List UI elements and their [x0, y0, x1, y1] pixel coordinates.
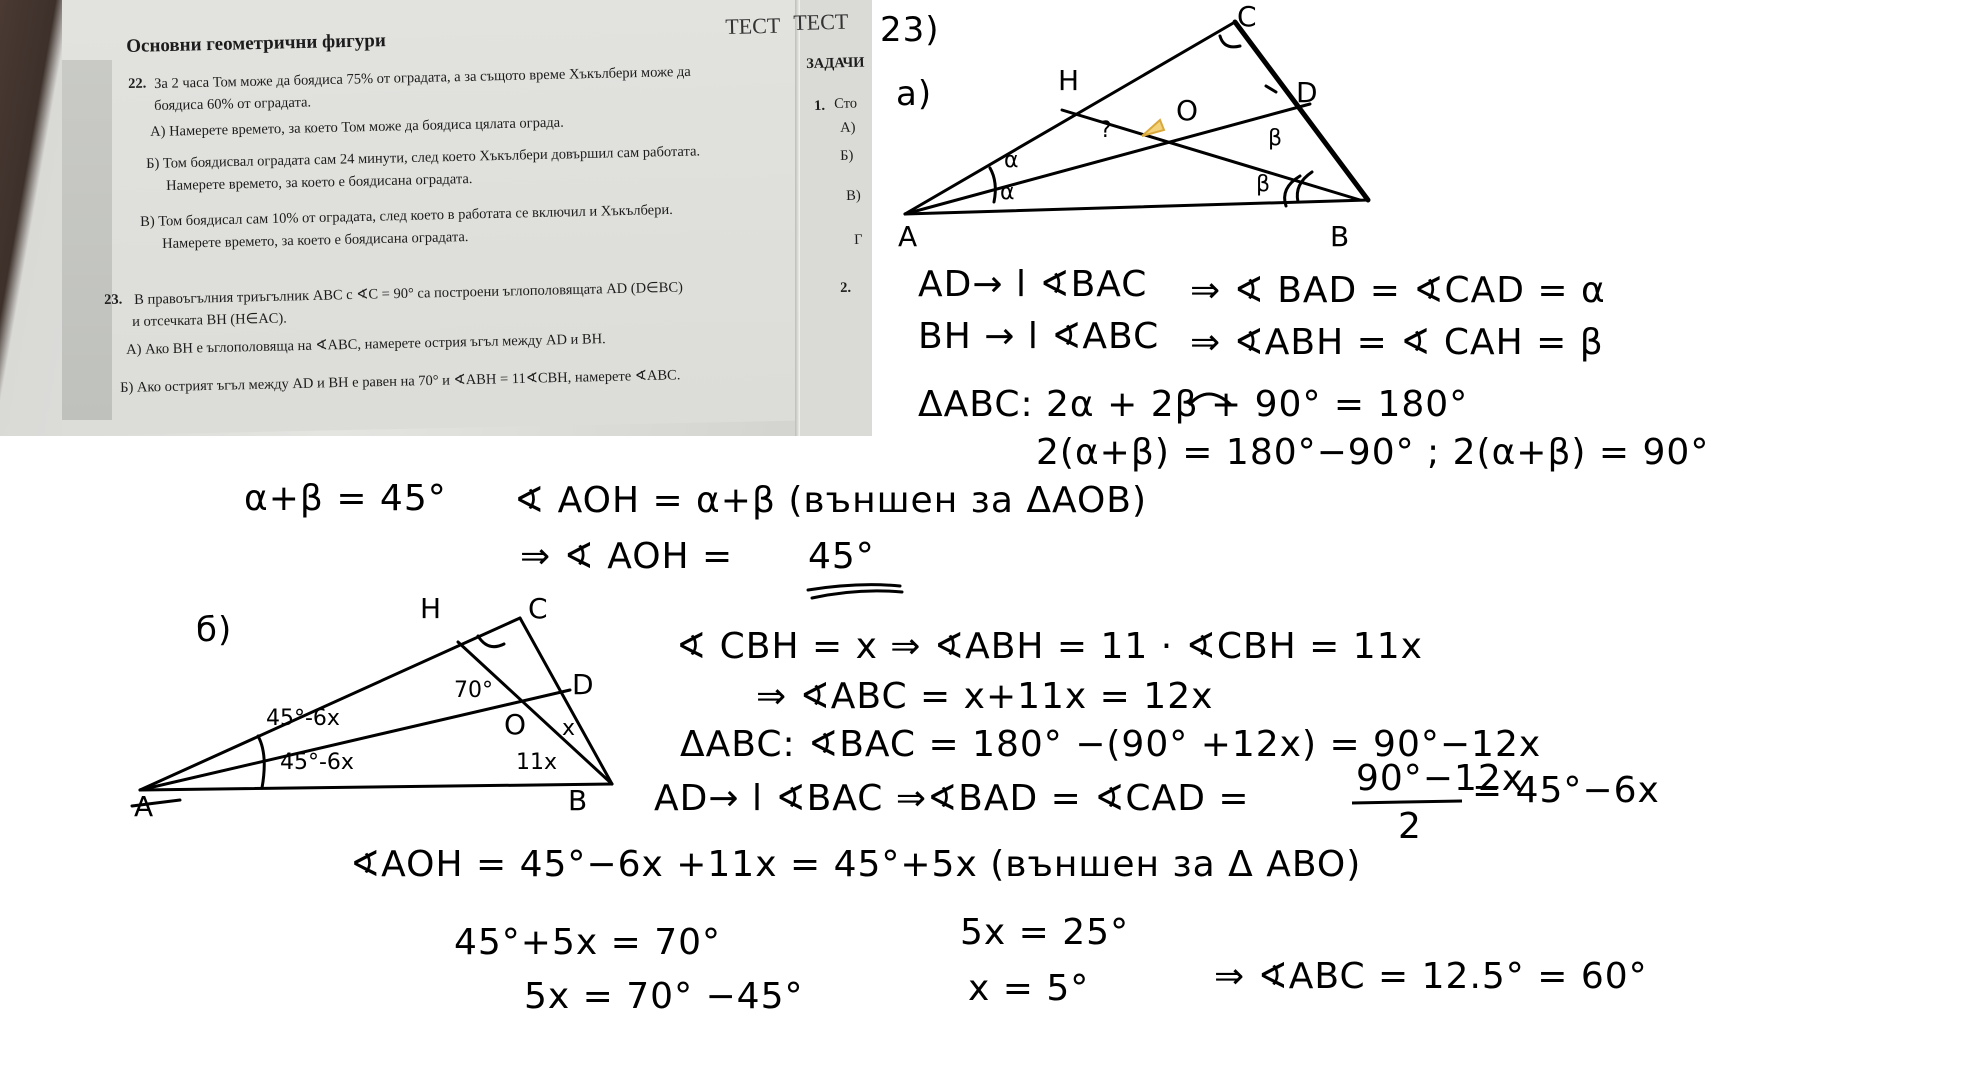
- problem-22-part-b-1: Б) Том боядисвал оградата сам 24 минути, след което Хъкълбери довършил сам работата.: [146, 143, 701, 172]
- test-tab-2: ТЕСТ: [793, 8, 849, 35]
- fig-a-label-d: D: [1296, 76, 1318, 109]
- fig-b-label-h: H: [420, 592, 442, 625]
- problem-23-line-2: и отсечката BH (H∈AC).: [132, 310, 288, 330]
- fig-b-label-angle-top: 45°-6x: [266, 706, 340, 731]
- right-item-b: Б): [840, 147, 854, 164]
- fig-a-right-angle-mark: [1220, 36, 1240, 47]
- fig-a-label-alpha-2: α: [1000, 180, 1015, 205]
- a-line-2-left: BH → l ∢ABC: [918, 316, 1160, 357]
- fig-b-label-11x: 11x: [516, 750, 558, 775]
- b-line-4-numerator: 90°−12x: [1356, 758, 1525, 799]
- a-line-6: ⇒ ∢ AOH =: [520, 536, 734, 577]
- problem-22-line-1: За 2 часа Том може да боядиса 75% от оградата, а за същото време Хъкълбери може да: [154, 63, 691, 92]
- part-b-label: б): [196, 610, 233, 650]
- b-line-4-denominator: 2: [1398, 806, 1422, 847]
- right-item-1: 1.: [814, 97, 826, 114]
- fig-a-side-cb: [1235, 22, 1368, 200]
- b-line-3: ΔABC: ∢BAC = 180° −(90° +12x) = 90°−12x: [680, 724, 1542, 765]
- problem-22-line-2: боядиса 60% от оградата.: [154, 94, 312, 114]
- fig-a-label-beta-1: β: [1268, 126, 1283, 151]
- a-line-5-left: α+β = 45°: [244, 478, 447, 519]
- problem-22-part-b-2: Намерете времето, за което е боядисана оградата.: [166, 171, 473, 194]
- answer-underline-2: [812, 591, 902, 598]
- part-a-label: a): [896, 74, 933, 114]
- b-equation-4: x = 5°: [968, 968, 1090, 1009]
- fraction-bar: [1352, 801, 1462, 803]
- a-answer: 45°: [808, 536, 875, 577]
- problem-22-part-v-2: Намерете времето, за което е боядисана оградата.: [162, 229, 469, 252]
- fig-a-label-h: H: [1058, 64, 1080, 97]
- right-item-v: В): [846, 187, 861, 204]
- fig-b-label-x: x: [562, 716, 576, 741]
- fig-a-label-alpha-1: α: [1004, 148, 1019, 173]
- fig-a-label-c: C: [1237, 0, 1257, 33]
- fig-b-right-angle-mark: [478, 636, 504, 647]
- a-line-4: 2(α+β) = 180°−90° ; 2(α+β) = 90°: [1036, 432, 1710, 473]
- fig-a-marked-angle: [1142, 120, 1164, 136]
- fig-b-label-o: O: [504, 708, 527, 741]
- b-final-answer: ⇒ ∢ABC = 12.5° = 60°: [1214, 956, 1648, 997]
- fig-b-side-ab: [140, 784, 612, 790]
- b-line-2: ⇒ ∢ABC = x+11x = 12x: [756, 676, 1214, 717]
- fig-a-angle-arc-a: [990, 168, 995, 202]
- a-line-2-right: ⇒ ∢ABH = ∢ CAH = β: [1190, 322, 1604, 363]
- problem-22-number: 22.: [128, 75, 147, 92]
- fig-b-label-angle-bottom: 45°-6x: [280, 750, 354, 775]
- problem-22-part-v-1: В) Том боядисал сам 10% от оградата, след което в работата се включил и Хъкълбери.: [140, 201, 673, 230]
- b-line-4-left: AD→ l ∢BAC ⇒∢BAD = ∢CAD =: [654, 778, 1250, 819]
- problem-23-part-a: А) Ако BH е ъглополовяща на ∢ABC, намерете острия ъгъл между AD и BH.: [126, 331, 606, 358]
- test-tab-1: ТЕСТ: [725, 12, 781, 39]
- right-item-g: Г: [854, 231, 863, 248]
- fig-a-label-beta-2: β: [1256, 172, 1271, 197]
- fig-a-label-b: B: [1330, 220, 1350, 253]
- fig-b-label-70: 70°: [454, 678, 493, 703]
- problem-label: 23): [880, 10, 940, 50]
- b-equation-2: 5x = 70° −45°: [524, 976, 804, 1017]
- fig-b-label-b: B: [568, 784, 588, 817]
- problem-23-line-1: В правоъгълния триъгълник ABC с ∢C = 90° са построени ъглополовящата AD (D∈BC): [134, 279, 684, 308]
- b-line-4-right: = 45°−6x: [1472, 770, 1660, 811]
- a-line-5-right: ∢ AOH = α+β (външен за ΔAOB): [514, 480, 1148, 521]
- b-equation-1: 45°+5x = 70°: [454, 922, 722, 963]
- right-item-2: 2.: [840, 279, 852, 296]
- fig-b-label-d: D: [572, 668, 594, 701]
- fig-b-label-a: A: [134, 790, 154, 823]
- fig-a-label-a: A: [898, 220, 918, 253]
- fig-b-label-c: C: [528, 592, 548, 625]
- b-equation-3: 5x = 25°: [960, 912, 1130, 953]
- b-line-1: ∢ CBH = x ⇒ ∢ABH = 11 · ∢CBH = 11x: [676, 626, 1423, 667]
- page-heading: Основни геометрични фигури: [126, 30, 387, 57]
- right-heading: ЗАДАЧИ: [806, 54, 865, 72]
- problem-23-number: 23.: [104, 291, 123, 308]
- fig-a-label-question: ?: [1100, 118, 1112, 143]
- problem-22-part-a: А) Намерете времето, за което Том може да боядиса цялата ограда.: [150, 114, 564, 140]
- a-line-1-right: ⇒ ∢ BAD = ∢CAD = α: [1190, 270, 1606, 311]
- right-item-a: А): [840, 119, 856, 136]
- a-line-3: ΔABC: 2α + 2β + 90° = 180°: [918, 384, 1469, 425]
- right-item-1-text: Сто: [834, 95, 858, 112]
- a-line-1-left: AD→ l ∢BAC: [918, 264, 1148, 305]
- problem-23-part-b: Б) Ако острият ъгъл между AD и BH е равен на 70° и ∢ABH = 11∢CBH, намерете ∢ABC.: [120, 367, 681, 396]
- fig-a-tick: [1266, 86, 1276, 92]
- answer-underline-1: [808, 585, 900, 590]
- b-line-5: ∢AOH = 45°−6x +11x = 45°+5x (външен за Δ ABO): [350, 844, 1362, 885]
- fig-a-label-o: O: [1176, 94, 1199, 127]
